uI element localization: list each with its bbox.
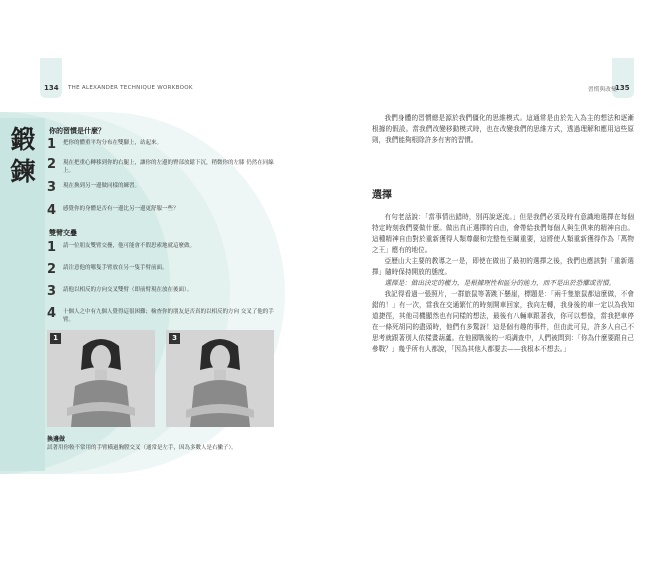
vertical-title-char: 鍛 bbox=[10, 125, 36, 154]
step-text: 請注意他的哪隻手臂放在另一隻手臂前面。 bbox=[63, 265, 168, 271]
caption-title: 換邊做 bbox=[47, 436, 66, 443]
step-text: 請他以相反的方向交叉雙臂（即前臂現在放在後面）。 bbox=[63, 287, 193, 293]
habit-section-title: 你的習慣是什麼？ bbox=[49, 127, 105, 135]
step-text: 把你的體重平均分布在雙腳上，站起來。 bbox=[63, 140, 163, 146]
woman-crossed-arms-illustration bbox=[166, 330, 274, 427]
vertical-title bbox=[8, 124, 38, 188]
photo-badge: 1 bbox=[50, 333, 61, 344]
arms-section-title: 雙臂交疊 bbox=[49, 229, 77, 237]
page-number-right: 135 bbox=[615, 84, 630, 92]
page-tab-left bbox=[40, 58, 62, 98]
step-number: 3 bbox=[47, 284, 57, 299]
intro-paragraph bbox=[372, 113, 634, 146]
step-number: 4 bbox=[47, 306, 57, 321]
step-text: 十個人之中有九個人覺得這很困難；檢查你的朋友是否真的以相反的方向 交叉了他的手臂。 bbox=[63, 309, 274, 323]
body-paragraph: 我記得看過一張照片，一群旅鼠等著跳下懸崖，標題是：「兩千隻旅鼠都這麼做，不會錯的！」有一次，當我在交通繁忙的時刻開車回家，我向左轉，我身後的車一定以為我知道捷徑，其他司機顯然也有同樣的想法，最後有八輛車跟著我，你可以想像，當我把車停在一條死胡同的盡頭時，他們有多驚訝！這是個有趣的事件，但由此可見，許多人自己不思考就跟著別人依樣畫葫蘆。在他國戰後的一項調查中，人們被問到：「你為什麼要跟自己參戰？」幾乎所有人都說，「因為其他人都要去——我根本不想去。」 bbox=[372, 290, 634, 353]
running-header-right: 習慣與改變 bbox=[588, 87, 618, 93]
step-text: 現在把重心轉移到你的右腿上，讓你的左邊的臀部放鬆下沉，稍微你的左膝 仍然在同線上。 bbox=[63, 160, 274, 174]
photo-crossed-arms-3 bbox=[166, 330, 274, 427]
photo-crossed-arms-1 bbox=[47, 330, 155, 427]
step-number: 3 bbox=[47, 180, 57, 195]
body-paragraph: 有句老話說：「當事情出錯時，別再說逐流。」但是我們必須及時有意識地選擇在每個特定時刻我們要做什麼。做出真正選擇的自由，會帶給我們每個人與生俱來的精神自由。這種精神自由對於重新獲得人類尊嚴和完整性至關重要，這將使人類重新獲得作為「萬物之王」應有的地位。 bbox=[372, 213, 634, 254]
vertical-title-char: 鍊 bbox=[10, 157, 36, 186]
step-number: 4 bbox=[47, 203, 57, 218]
page-number-left: 134 bbox=[44, 84, 59, 92]
step-text: 請一位朋友雙臂交疊，他可能會不假思索地就這麼做。 bbox=[63, 243, 196, 249]
photo-badge: 3 bbox=[169, 333, 180, 344]
caption-text: 試著用你較不常用的手臂橫過胸膛交叉（通常是左手，因為多數人是右撇子）。 bbox=[47, 445, 237, 451]
body-paragraph: 我們身體的習慣總是源於我們僵化的思維模式。這通常是由於先入為主的想法和逐漸根據的假設。當我們改變移動模式時，也在改變我們的思維方式，透過理解和應用這些原則，我們能夠根除許多有害的習慣。 bbox=[372, 114, 634, 144]
body-paragraph: 亞歷山大主要的教導之一是，即使在做出了最初的選擇之後，我們也應該對「重新選擇」隨時保持開放的態度。 bbox=[372, 257, 634, 276]
step-text: 感覺你的身體是否有一邊比另一邊更舒服一些？ bbox=[63, 206, 179, 212]
step-number: 2 bbox=[47, 262, 57, 277]
step-number: 1 bbox=[47, 137, 57, 152]
step-number: 1 bbox=[47, 240, 57, 255]
body-paragraph-emphasis: 選擇是：做出決定的權力，是根據理性和區分的能力，而不是出於恐懼或習慣。 bbox=[384, 279, 616, 287]
woman-crossed-arms-illustration bbox=[47, 330, 155, 427]
right-body-text bbox=[372, 212, 634, 355]
step-number: 2 bbox=[47, 157, 57, 172]
running-header-left: THE ALEXANDER TECHNIQUE WORKBOOK bbox=[68, 85, 193, 91]
step-text: 現在換到另一邊做同樣的練習。 bbox=[63, 183, 141, 189]
section-heading: 選擇 bbox=[372, 190, 392, 201]
